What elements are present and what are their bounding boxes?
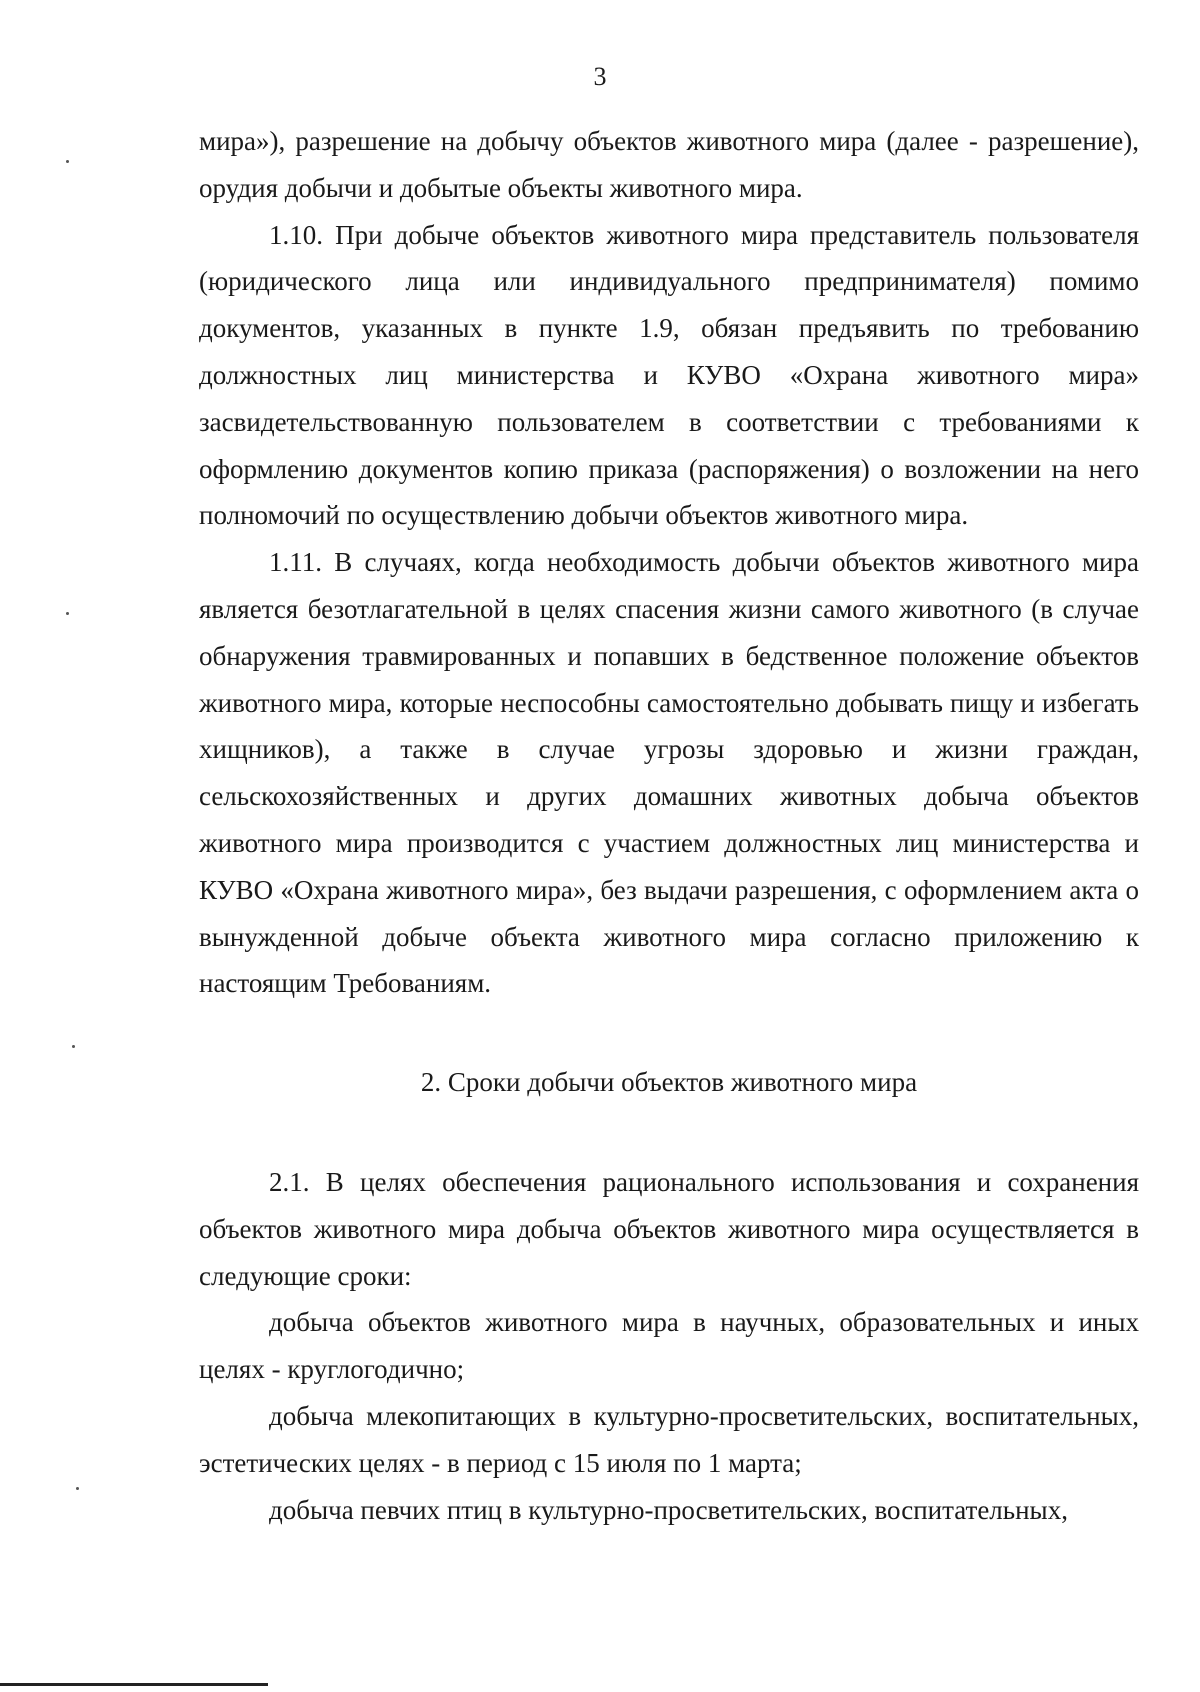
- page-number: 3: [593, 62, 607, 91]
- scan-edge-line: [0, 1683, 268, 1686]
- scan-speck: [76, 1487, 79, 1490]
- paragraph-1-11: 1.11. В случаях, когда необходимость добычи объектов животного мира является безотлагательной в целях спасения жизни самого животного (в случае обнаружения травмированных и попавших в бедственное положение объектов животного мира, которые неспособны самостоятельно добывать пищу и избегать хищников), а также в случае угрозы здоровью и жизни граждан, сельскохозяйственных и других домашних животных добыча объектов животного мира производится с участием должностных лиц министерства и КУВО «Охрана животного мира», без выдачи разрешения, с оформлением акта о вынужденной добыче объекта животного мира согласно приложению к настоящим Требованиям.: [199, 547, 1139, 999]
- paragraph-2-1: 2.1. В целях обеспечения рационального использования и сохранения объектов животного мира добыча объектов животного мира осуществляется в следующие сроки:: [199, 1166, 1139, 1291]
- scan-speck: [66, 160, 69, 163]
- paragraph-1-10: 1.10. При добыче объектов животного мира представитель пользователя (юридического лица или индивидуального предпринимателя) помимо документов, указанных в пункте 1.9, обязан предъявить по требованию должностных лиц министерства и КУВО «Охрана животного мира» засвидетельствованную пользователем в соответствии с требованиями к оформлению документов копию приказа (распоряжения) о возложении на него полномочий по осуществлению добычи объектов животного мира.: [199, 219, 1139, 531]
- scan-speck: [66, 612, 69, 615]
- section-heading: 2. Сроки добычи объектов животного мира: [420, 1067, 918, 1098]
- paragraph-mammals: добыча млекопитающих в культурно-просветительских, воспитательных, эстетических целях - в период с 15 июля по 1 марта;: [199, 1400, 1139, 1478]
- paragraph-continuation: мира»), разрешение на добычу объектов животного мира (далее - разрешение), орудия добычи и добытые объекты животного мира.: [199, 126, 1139, 203]
- scan-speck: [72, 1045, 75, 1048]
- paragraph-scientific-purposes: добыча объектов животного мира в научных, образовательных и иных целях - круглогодично;: [199, 1307, 1139, 1385]
- paragraph-songbirds: добыча певчих птиц в культурно-просветительских, воспитательных,: [269, 1494, 1068, 1525]
- document-body: [199, 118, 1139, 1533]
